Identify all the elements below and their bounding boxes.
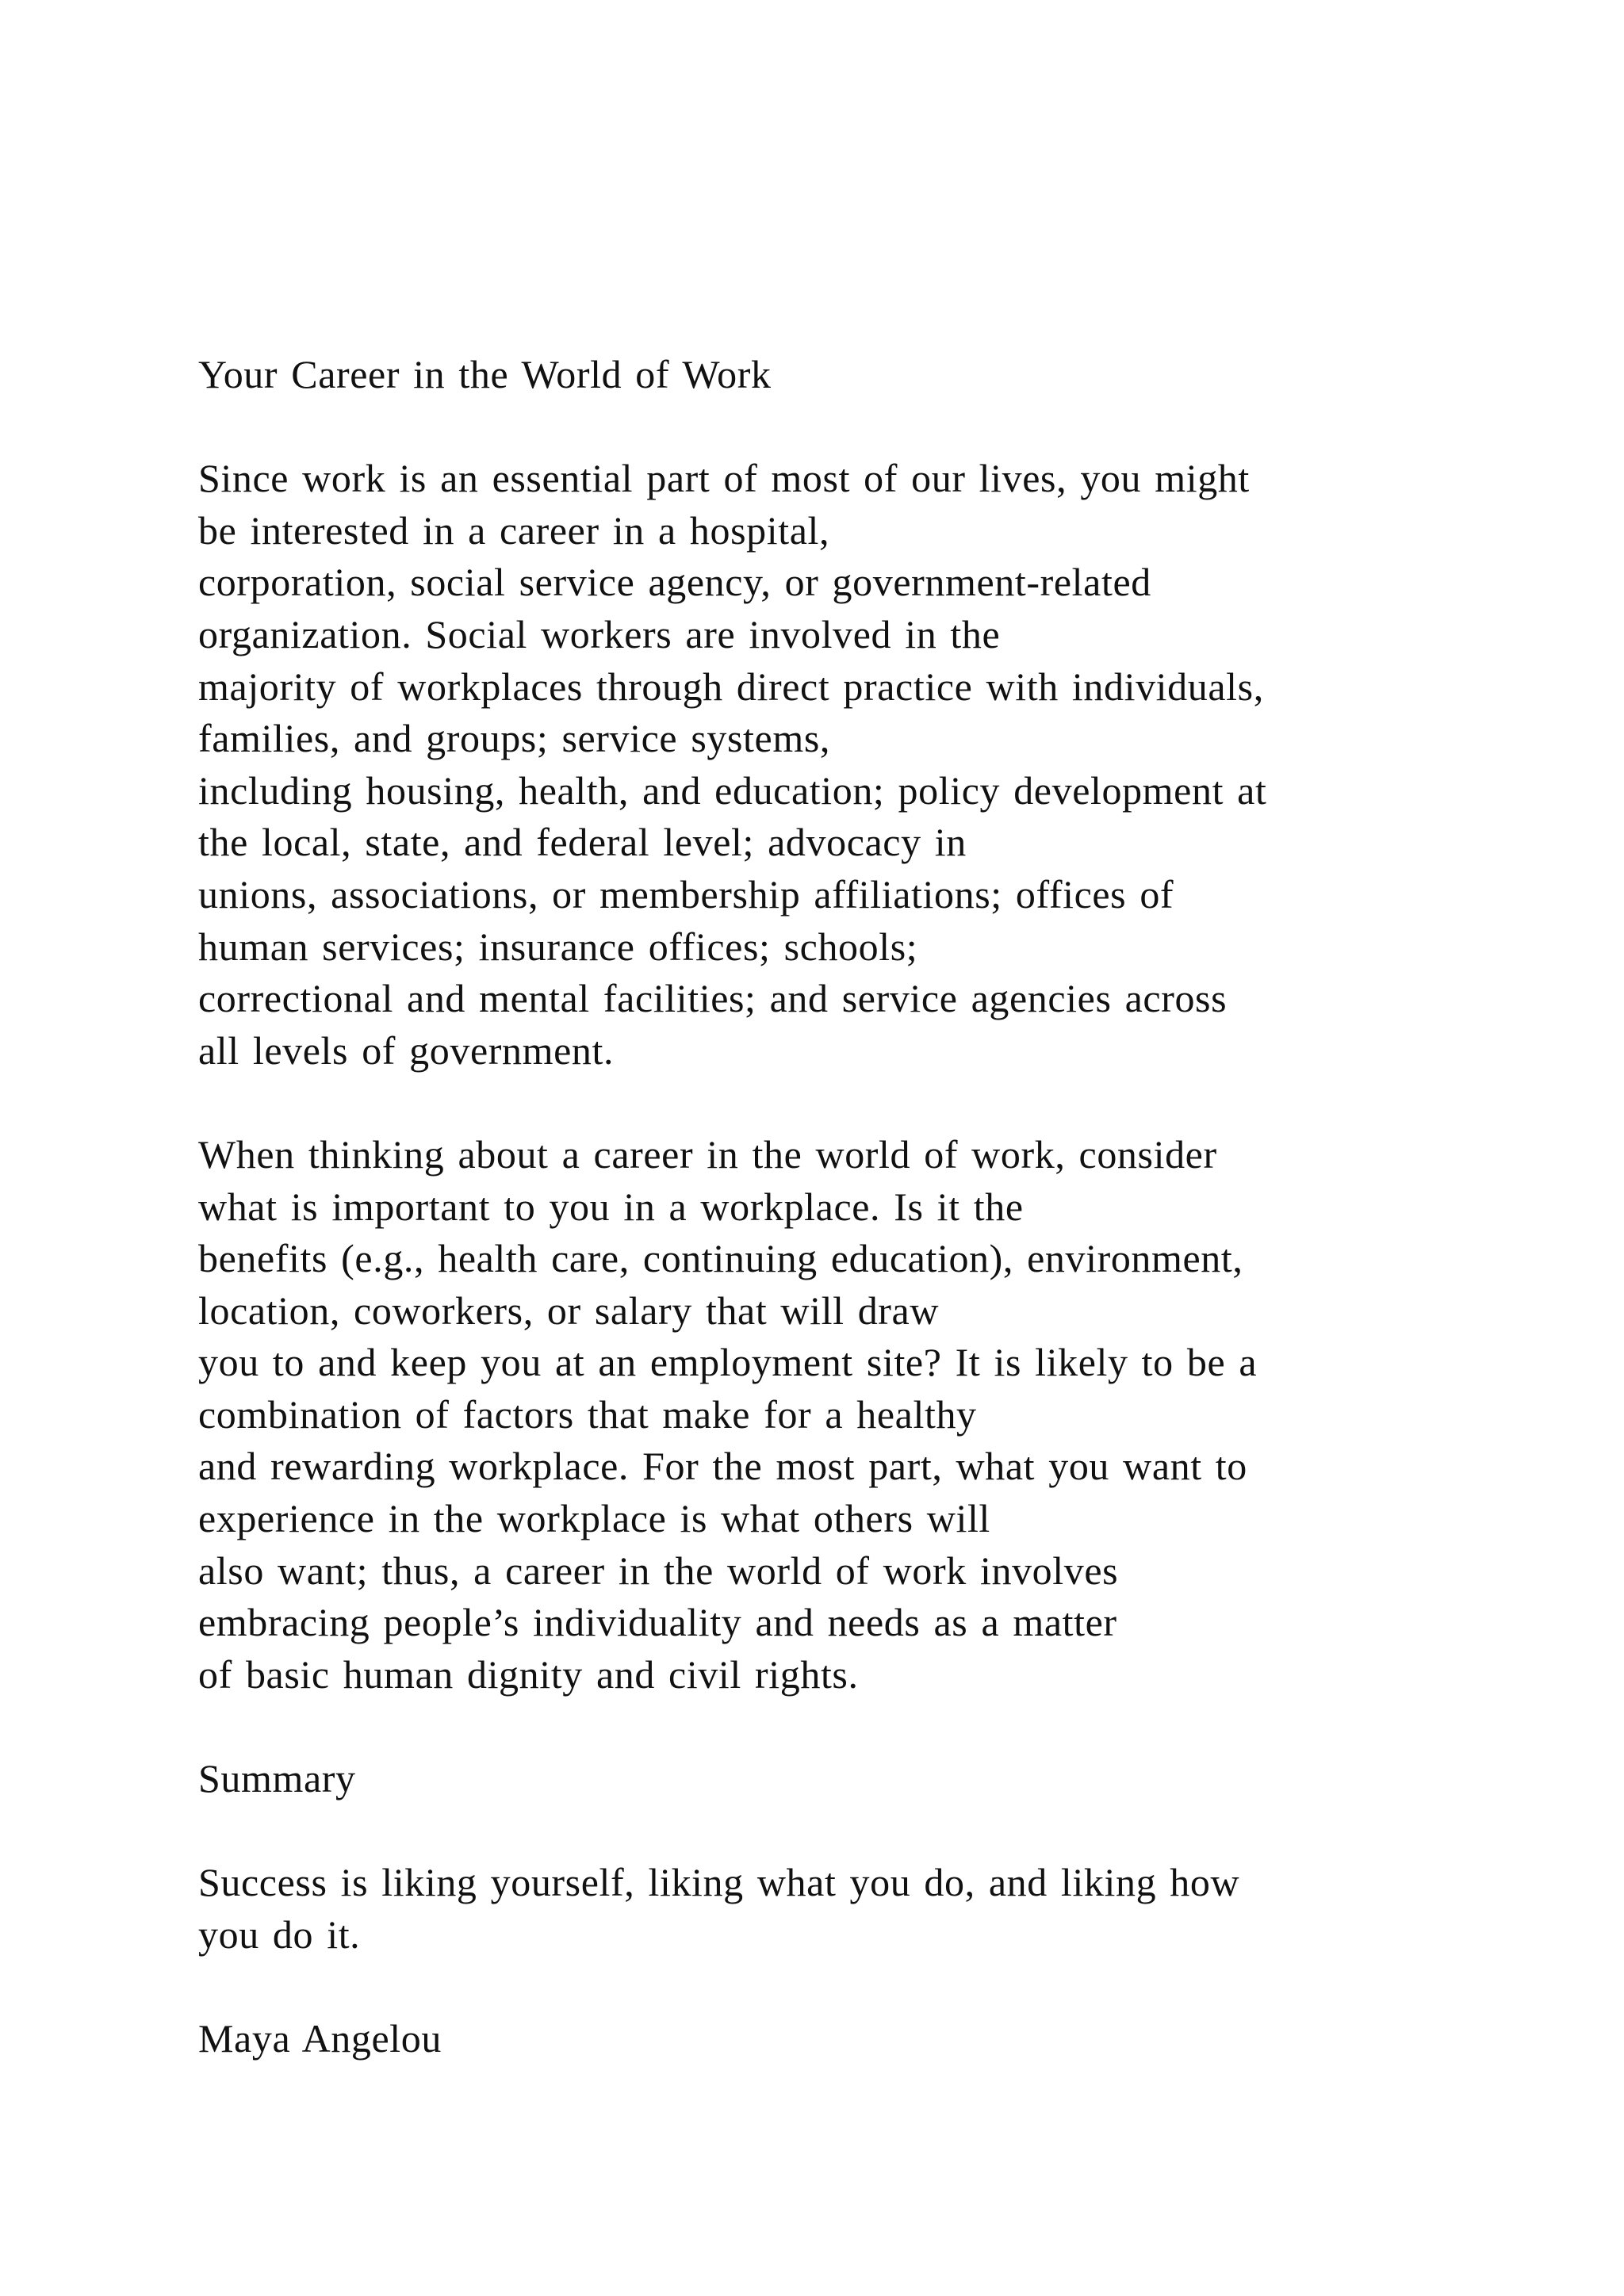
spacer: [198, 1961, 1546, 2013]
text-line: of basic human dignity and civil rights.: [198, 1651, 859, 1697]
text-line: combination of factors that make for a healthy: [198, 1391, 977, 1437]
text-line: experience in the workplace is what others will: [198, 1496, 990, 1541]
paragraph-workplace-values: [198, 1129, 1546, 1701]
text-line: what is important to you in a workplace. Is it the: [198, 1184, 1024, 1229]
text-line: corporation, social service agency, or government-related: [198, 560, 1151, 605]
text-line: be interested in a career in a hospital,: [198, 507, 830, 553]
spacer: [198, 1701, 1546, 1753]
text-line: embracing people’s individuality and needs as a matter: [198, 1600, 1117, 1645]
document-body: [198, 349, 1546, 2065]
spacer: [198, 1077, 1546, 1129]
quote: [198, 1857, 1546, 1961]
text-line: organization. Social workers are involved in the: [198, 611, 1001, 656]
text-line: When thinking about a career in the world of work, consider: [198, 1131, 1217, 1177]
text-line: the local, state, and federal level; advocacy in: [198, 820, 967, 865]
summary-heading: Summary: [198, 1756, 356, 1801]
text-line: unions, associations, or membership affiliations; offices of: [198, 871, 1174, 916]
text-line: majority of workplaces through direct practice with individuals,: [198, 664, 1264, 709]
quote-author: Maya Angelou: [198, 2016, 442, 2061]
text-line: also want; thus, a career in the world of work involves: [198, 1548, 1119, 1593]
spacer: [198, 401, 1546, 453]
text-line: benefits (e.g., health care, continuing education), environment,: [198, 1236, 1243, 1281]
text-line: correctional and mental facilities; and service agencies across: [198, 976, 1228, 1021]
text-line: Since work is an essential part of most of our lives, you might: [198, 456, 1250, 501]
text-line: you to and keep you at an employment site? It is likely to be a: [198, 1340, 1258, 1385]
quote-line: Success is liking yourself, liking what you do, and liking how: [198, 1860, 1240, 1905]
text-line: human services; insurance offices; schools;: [198, 924, 918, 969]
text-line: including housing, health, and education; policy development at: [198, 767, 1267, 813]
quote-line: you do it.: [198, 1911, 361, 1957]
document-title: Your Career in the World of Work: [198, 352, 772, 396]
text-line: location, coworkers, or salary that will draw: [198, 1288, 940, 1333]
text-line: families, and groups; service systems,: [198, 716, 830, 761]
spacer: [198, 1805, 1546, 1858]
paragraph-career-settings: [198, 453, 1546, 1077]
text-line: all levels of government.: [198, 1027, 615, 1073]
text-line: and rewarding workplace. For the most part, what you want to: [198, 1444, 1247, 1489]
